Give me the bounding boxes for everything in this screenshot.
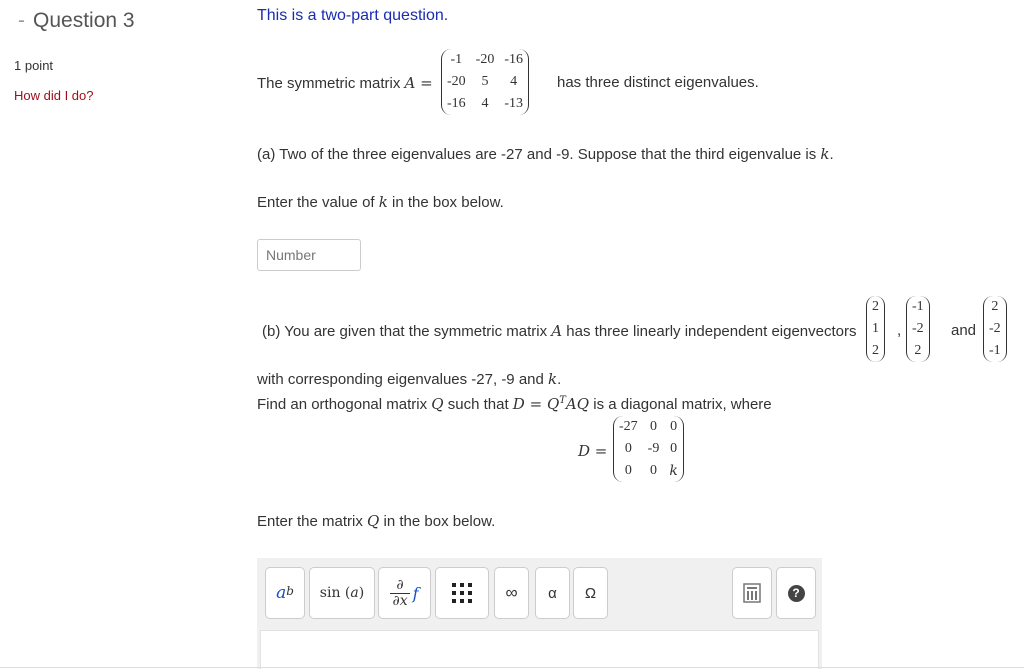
keypad-icon (743, 583, 761, 603)
vector-cell: 2 (991, 299, 999, 314)
sin-button[interactable]: sin (a) (309, 567, 375, 619)
matrix-button[interactable] (435, 567, 489, 619)
power-button[interactable]: a $^b$ (265, 567, 305, 619)
vector-cell: -1 (989, 343, 1001, 358)
alpha-button[interactable]: α (535, 567, 570, 619)
bottom-divider (0, 667, 1024, 668)
eigenvalues-text: with corresponding eigenvalues -27, -9 and k. (257, 370, 562, 388)
matrix-cell: 0 (670, 419, 678, 434)
matrix-d-symbol: D = (578, 442, 608, 460)
vector-cell: -1 (912, 299, 924, 314)
matrix-cell: 0 (650, 463, 657, 478)
eigenvector-1 (866, 296, 885, 362)
matrix-cell: 4 (510, 74, 518, 89)
and-text: and (951, 322, 977, 339)
matrix-cell: 4 (481, 96, 489, 111)
omega-button[interactable]: Ω (573, 567, 608, 619)
matrix-sentence: The symmetric matrix A = (257, 74, 433, 92)
matrix-a-symbol: A = (404, 74, 433, 92)
part-a-text: (a) Two of the three eigenvalues are -27 and -9. Suppose that the third eigenvalue is k. (257, 145, 834, 163)
matrix-cell: -20 (475, 52, 495, 67)
how-did-i-do-link[interactable]: How did I do? (14, 88, 94, 103)
matrix-cell: -16 (447, 96, 466, 111)
matrix-cell: -1 (450, 52, 463, 67)
matrix-cell: 0 (670, 441, 678, 456)
matrix-a (441, 49, 529, 115)
part-b-text: (b) You are given that the symmetric matrix A has three linearly independent eigenvectors (262, 322, 857, 340)
vector-cell: 2 (872, 299, 879, 314)
math-toolbar (257, 558, 822, 669)
vector-cell: -2 (912, 321, 924, 336)
points-label: 1 point (14, 58, 54, 73)
help-button[interactable] (776, 567, 816, 619)
vector-cell: 2 (872, 343, 879, 358)
vector-comma: , (897, 322, 902, 339)
matrix-d (613, 416, 684, 482)
intro-text: This is a two-part question. (257, 7, 449, 24)
infinity-button[interactable]: ∞ (494, 567, 529, 619)
matrix-answer-input[interactable] (260, 630, 819, 669)
matrix-cell: -27 (619, 419, 638, 434)
orthogonal-instruction: Find an orthogonal matrix Q such that $D = Q^TAQ$ is a diagonal matrix, where (257, 395, 772, 413)
matrix-cell: 0 (624, 463, 632, 478)
derivative-button[interactable]: ∂ ∂x f (378, 567, 431, 619)
keyboard-toggle-button[interactable] (732, 567, 772, 619)
eigenvector-2 (906, 296, 930, 362)
matrix-grid-icon (450, 581, 474, 605)
part-a-instruction: Enter the value of k in the box below. (257, 193, 504, 211)
enter-matrix-instruction: Enter the matrix Q in the box below. (257, 512, 496, 530)
matrix-cell: k (669, 463, 678, 479)
vector-cell: -2 (989, 321, 1001, 336)
matrix-sentence-suffix: has three distinct eigenvalues. (557, 74, 759, 91)
vector-cell: 2 (914, 343, 922, 358)
question-title-text: Question 3 (33, 9, 135, 32)
matrix-cell: -13 (504, 96, 524, 111)
matrix-cell: 5 (481, 74, 489, 89)
matrix-cell: -9 (647, 441, 660, 456)
question-title: - Question 3 (18, 9, 135, 32)
vector-cell: 1 (872, 321, 879, 336)
matrix-cell: 0 (624, 441, 632, 456)
matrix-cell: -20 (447, 74, 466, 89)
eigenvector-3 (983, 296, 1007, 362)
help-icon: ? (788, 585, 805, 602)
matrix-cell: 0 (650, 419, 657, 434)
k-number-input[interactable] (257, 239, 361, 271)
matrix-cell: -16 (504, 52, 524, 67)
